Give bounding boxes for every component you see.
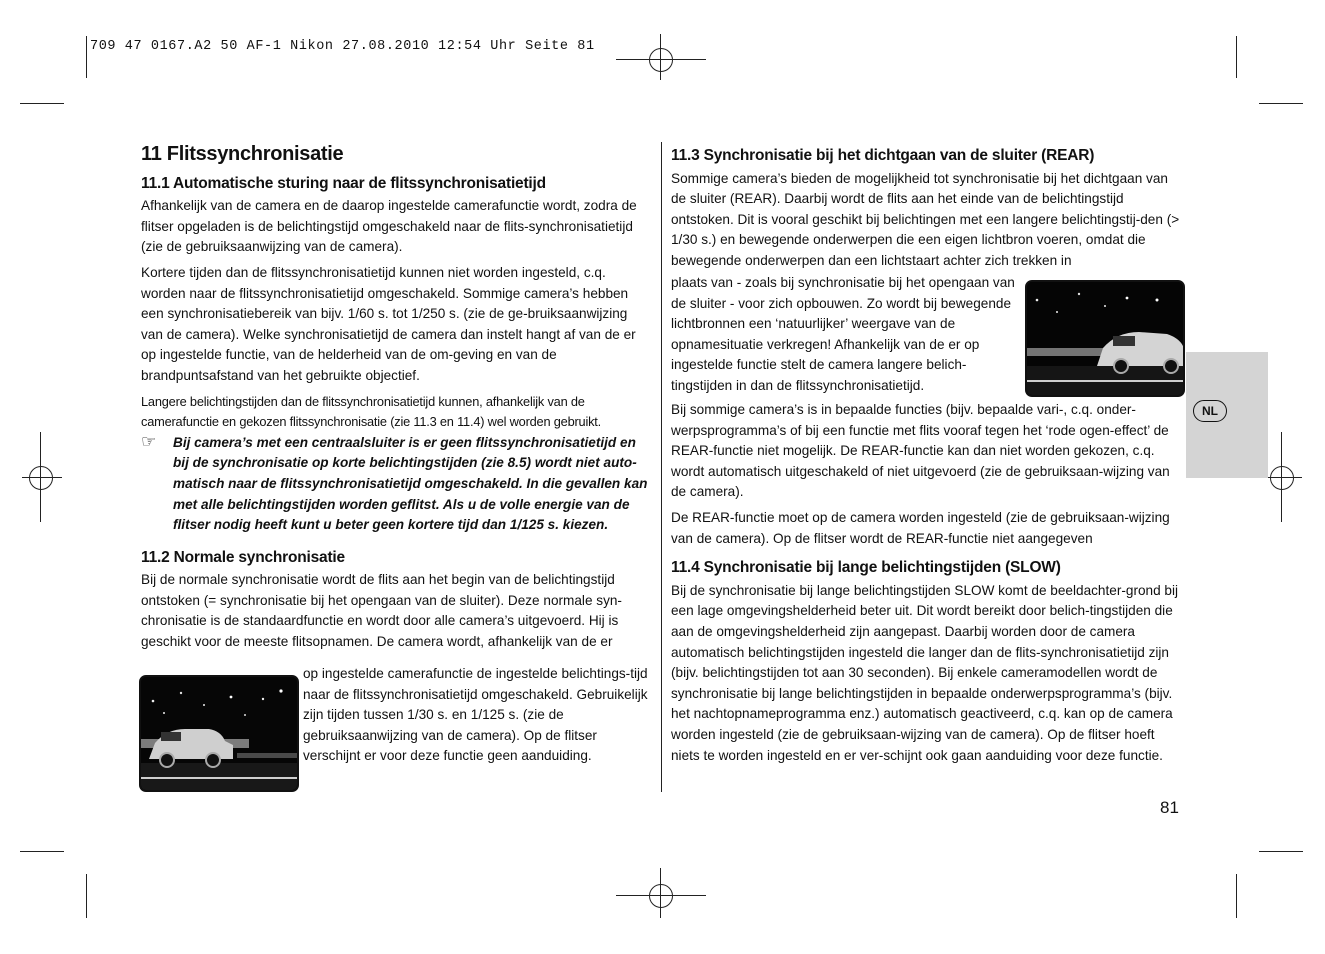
- crop-mark: [1259, 103, 1303, 104]
- crop-mark: [20, 103, 64, 104]
- paragraph: Kortere tijden dan de flitssynchronisatietijd kunnen niet worden ingesteld, c.q. worden naar de flitssynchronisatietijd omgeschakeld. Sommige camera’s hebben een synchronisatiebereik van bijv. 1/60 s. tot 1/250 s. (zie de ge-bruiksaanwijzing van de camera). Welke synchronisatietijd de camera dan instelt hangt af van de er op ingestelde functie, van de helderheid van de om-geving en van de brandpuntsafstand van het gebruikte objectief.: [141, 264, 636, 383]
- pointing-hand-icon: ☞: [141, 431, 157, 451]
- right-column-lower: [671, 400, 1183, 771]
- print-header: 709 47 0167.A2 50 AF-1 Nikon 27.08.2010 12:54 Uhr Seite 81: [90, 39, 595, 54]
- section-11-3-title: 11.3 Synchronisatie bij het dichtgaan van de sluiter (REAR): [671, 147, 1095, 164]
- photo-normal-sync: [139, 675, 299, 792]
- photo-rear-sync: [1025, 280, 1185, 397]
- crop-mark: [1236, 36, 1237, 78]
- left-column: [141, 144, 653, 653]
- paragraph: Afhankelijk van de camera en de daarop ingestelde camerafunctie wordt, zodra de flitser opgeladen is de belichtingstijd omgeschakeld naar de flits-synchronisatietijd (zie de gebruiksaanwijzing van de camera).: [141, 198, 637, 255]
- left-column-wrap: [303, 664, 655, 772]
- crop-mark: [86, 874, 87, 918]
- right-column: [671, 146, 1183, 272]
- crop-mark: [1259, 851, 1303, 852]
- note-text: Bij camera’s met een centraalsluiter is er geen flitssynchronisatietijd en bij de synchronisatie op korte belichtingstijden (zie 8.5) wordt niet auto-matisch naar de flitssynchronisatietijd omgeschakeld. In die gevallen kan met alle belichtingstijden worden geflitst. Als u de volle energie van de flitser nodig heeft kunt u beter geen kortere tijd dan 1/125 s. kiezen.: [173, 434, 648, 533]
- paragraph: Bij de normale synchronisatie wordt de flits aan het begin van de belichtingstijd ontstoken (= synchronisatie bij het opengaan van de sluiter). Deze normale syn-chronisatie is de standaardfunctie en wordt door alle camera’s uitgevoerd. Hij is geschikt voor de meeste flitsopnamen. De camera wordt, afhankelijk van de er: [141, 572, 622, 650]
- page-number: 81: [1160, 798, 1179, 817]
- crop-mark: [86, 36, 87, 78]
- paragraph: Bij de synchronisatie bij lange belichtingstijden SLOW komt de beeldachter-grond bij een lage omgevingshelderheid beter uit. Dit wordt bereikt door belich-tingstijden die aan de omgevingshelderheid zijn aangepast. Daarbij worden door de camera automatisch belichtingstijden ingesteld die langer dan de flits-synchronisatietijd zijn (bijv. belichtingstijden tot aan 30 seconden). Bij enkele cameramodellen wordt de synchronisatie bij lange belichtingstijden in bepaalde onderwerpsprogramma’s (bijv. het nachtopnameprogramma enz.) automatisch geactiveerd, c.q. kan op de camera worden ingesteld (zie de gebruiksaan-wijzing van de camera). Op de flitser hoeft niets te worden ingesteld en er ver-schijnt ook gaan aanduiding voor deze functie.: [671, 582, 1179, 763]
- night-car-image: [141, 677, 297, 790]
- crop-mark: [20, 851, 64, 852]
- right-column-wrap: [671, 273, 1021, 402]
- section-11-4-title: 11.4 Synchronisatie bij lange belichtingstijden (SLOW): [671, 559, 1061, 577]
- paragraph: plaats van - zoals bij synchronisatie bij het opengaan van de sluiter - voor zich opbouwen. Zo wordt bij bewegende lichtbronnen een ‘natuurlijker’ weergave van de opnamesituatie verkregen! Afhankelijk van de er op ingestelde functie stelt de camera langere belich-tingstijden in dan de flitssynchronisatietijd.: [671, 275, 1015, 393]
- paragraph: Bij sommige camera’s is in bepaalde functies (bijv. bepaalde vari-, c.q. onder-werpsprogramma’s of bij een functie met flits vooraf tegen het ‘rode ogen-effect’ de REAR-functie niet mogelijk. De REAR-functie kan dan niet worden gekozen, c.q. wordt automatisch uitgeschakeld of niet uitgevoerd (zie de gebruiksaan-wijzing van de camera).: [671, 402, 1170, 500]
- note: [141, 433, 653, 536]
- language-badge: NL: [1193, 400, 1227, 422]
- section-11-2-title: 11.2 Normale synchronisatie: [141, 548, 345, 566]
- paragraph: De REAR-functie moet op de camera worden ingesteld (zie de gebruiksaan-wijzing van de camera). Op de flitser wordt de REAR-functie niet aangegeven: [671, 509, 1170, 546]
- paragraph: Sommige camera’s bieden de mogelijkheid tot synchronisatie bij het dichtgaan van de sluiter (REAR). Daarbij wordt de flits aan het einde van de belichtingstijd ontstoken. Dit is vooral geschikt bij belichtingen met een langere belichtingstij-den (> 1/30 s.) en bewegende onderwerpen die een eigen lichtbron voeren, omdat die bewegende onderwerpen dan een lichtstaart achter zich trekken in: [671, 170, 1180, 268]
- paragraph: Langere belichtingstijden dan de flitssynchronisatietijd kunnen, afhankelijk van de camerafunctie en gekozen flitssynchronisatie (zie 11.3 en 11.4) wel worden gebruikt.: [141, 393, 602, 430]
- paragraph: op ingestelde camerafunctie de ingestelde belichtings-tijd naar de flitssynchronisatietijd omgeschakeld. Gebruikelijk zijn tijden tussen 1/30 s. en 1/125 s. (zie de gebruiksaanwijzing van de camera). Op de flitser verschijnt er voor deze functie geen aanduiding.: [303, 666, 648, 764]
- crop-mark: [1236, 874, 1237, 918]
- column-divider: [661, 142, 662, 792]
- chapter-title: 11 Flitssynchronisatie: [141, 143, 344, 165]
- night-car-rear-image: [1027, 282, 1183, 395]
- section-11-1-title: 11.1 Automatische sturing naar de flitssynchronisatietijd: [141, 174, 546, 192]
